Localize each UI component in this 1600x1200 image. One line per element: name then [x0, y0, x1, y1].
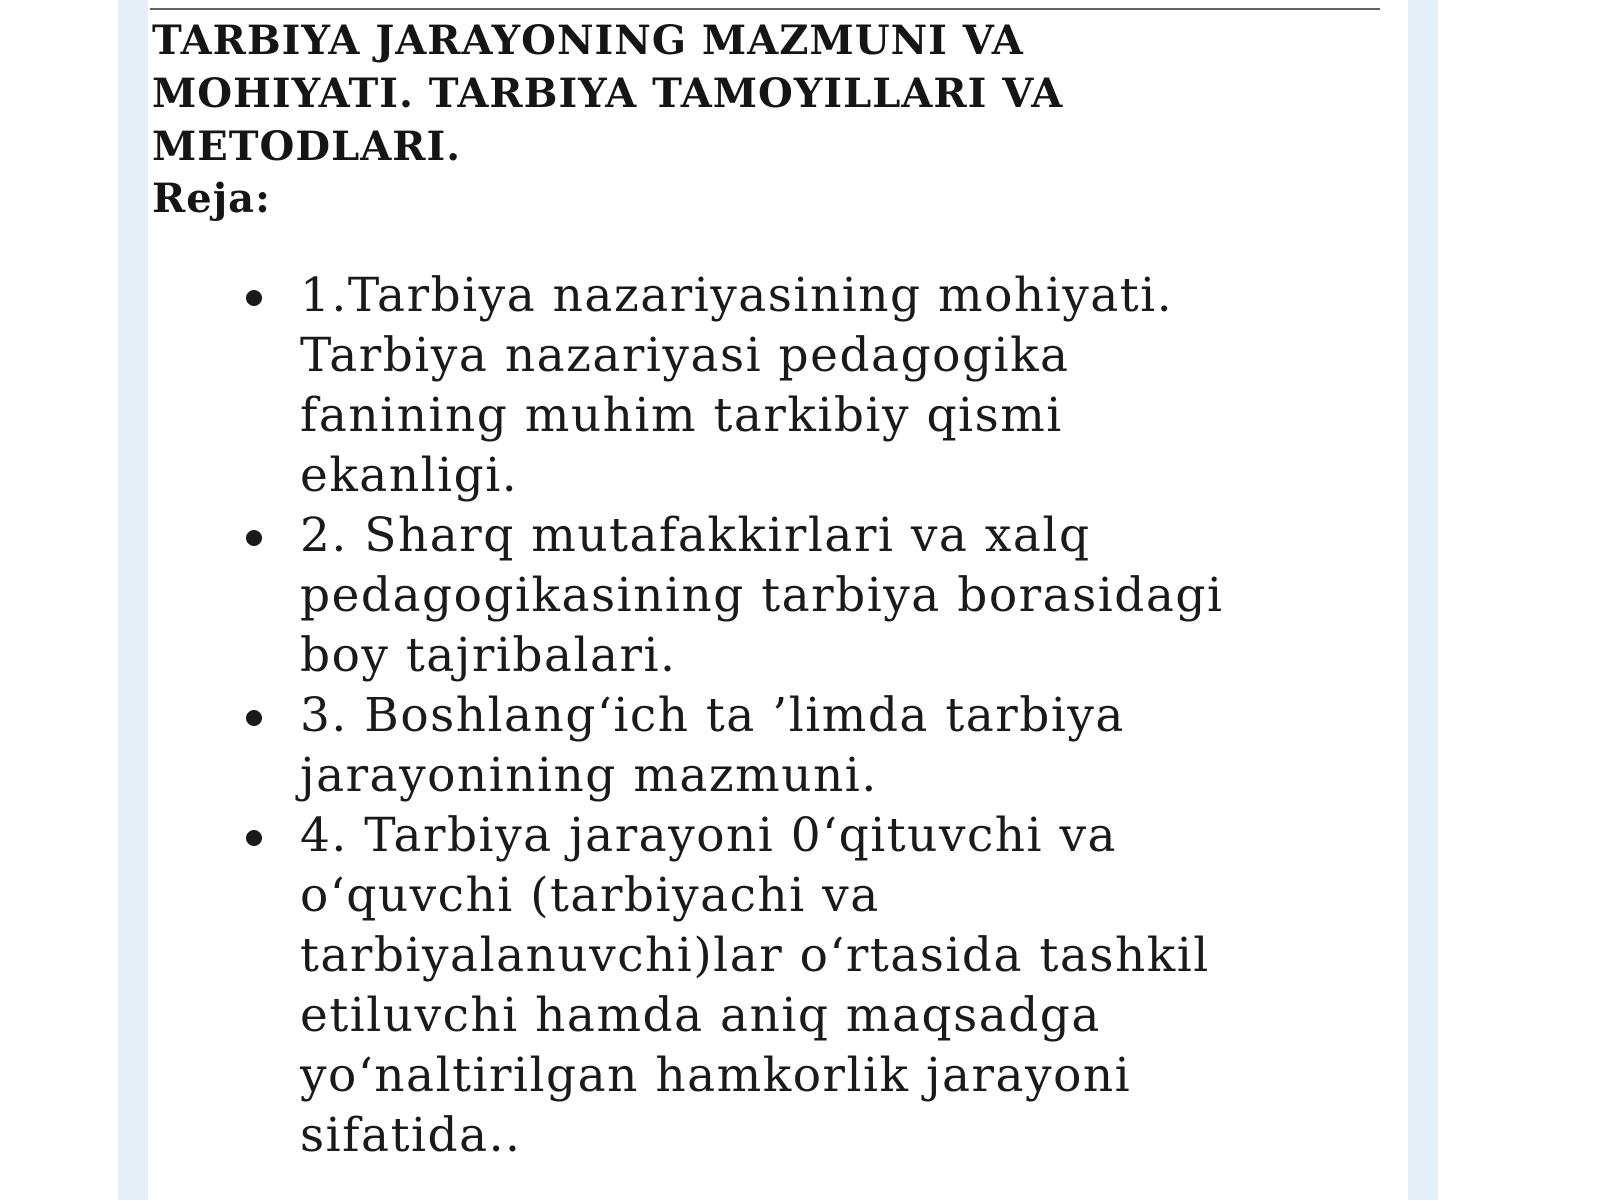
plan-list	[300, 266, 1410, 1166]
plan-item-line: 3. Boshlang‘ich ta ’limda tarbiya	[300, 688, 1125, 743]
plan-item-line: o‘quvchi (tarbiyachi va	[300, 868, 880, 923]
title-line: TARBIYA JARAYONING MAZMUNI VA	[152, 17, 1024, 64]
plan-item-line: boy tajribalari.	[300, 628, 677, 683]
plan-label: Reja:	[152, 175, 271, 222]
plan-item-line: fanining muhim tarkibiy qismi	[300, 388, 1063, 443]
bullet-icon	[246, 830, 262, 846]
plan-item-line: yo‘naltirilgan hamkorlik jarayoni	[300, 1048, 1132, 1103]
plan-item-line: tarbiyalanuvchi)lar o‘rtasida tashkil	[300, 928, 1210, 983]
plan-item-line: etiluvchi hamda aniq maqsadga	[300, 988, 1101, 1043]
top-divider	[150, 8, 1380, 10]
bullet-icon	[246, 710, 262, 726]
plan-item-line: 1.Tarbiya nazariyasining mohiyati.	[300, 268, 1174, 323]
plan-item-3	[300, 686, 1410, 806]
plan-item-line: pedagogikasining tarbiya borasidagi	[300, 568, 1224, 623]
title-line: MOHIYATI. TARBIYA TAMOYILLARI VA	[152, 70, 1064, 117]
plan-item-line: 4. Tarbiya jarayoni 0‘qituvchi va	[300, 808, 1118, 863]
plan-item-line: Tarbiya nazariyasi pedagogika	[300, 328, 1070, 383]
plan-item-2	[300, 506, 1410, 686]
plan-item-4	[300, 806, 1410, 1166]
bullet-icon	[246, 290, 262, 306]
plan-item-line: jarayonining mazmuni.	[300, 748, 878, 803]
bullet-icon	[246, 530, 262, 546]
plan-item-line: sifatida..	[300, 1108, 522, 1163]
document-title	[152, 14, 1392, 173]
plan-item-line: ekanligi.	[300, 448, 519, 503]
right-margin-bar	[1408, 0, 1438, 1200]
title-line: METODLARI.	[152, 123, 462, 170]
plan-item-line: 2. Sharq mutafakkirlari va xalq	[300, 508, 1091, 563]
left-margin-bar	[118, 0, 148, 1200]
plan-item-1	[300, 266, 1410, 506]
